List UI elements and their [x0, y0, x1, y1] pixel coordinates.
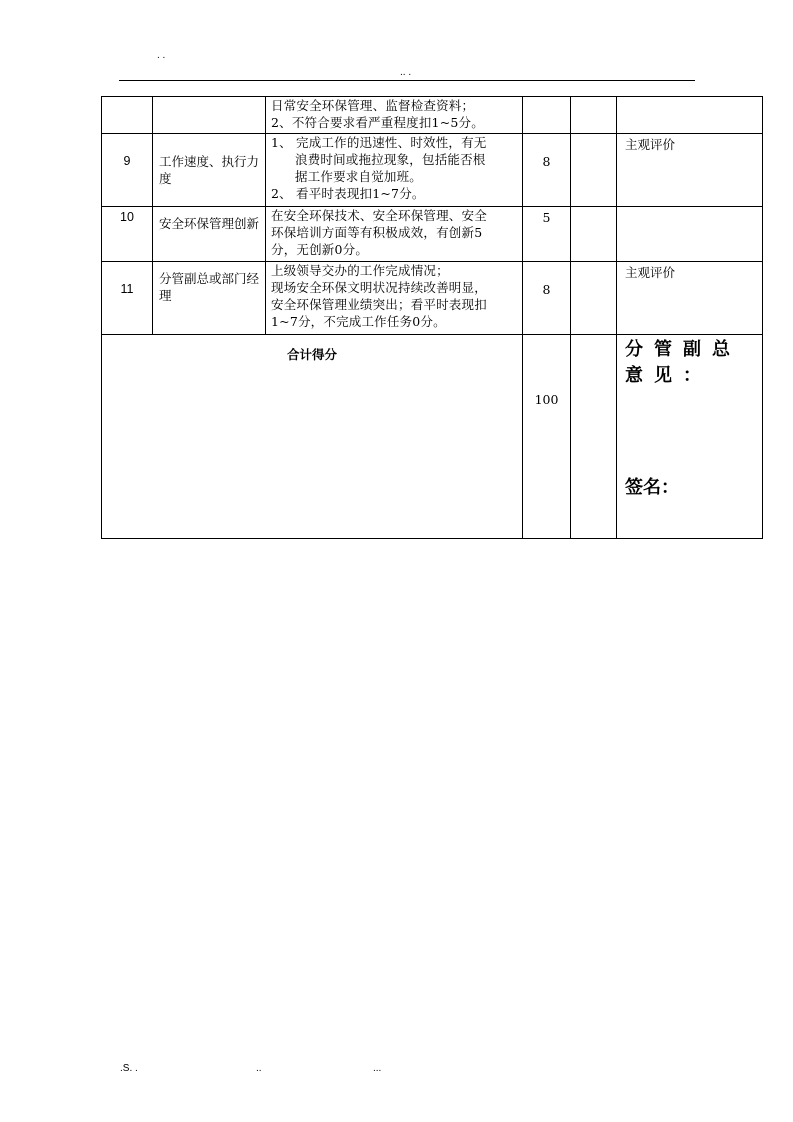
footer-right-mark: ... [373, 1063, 382, 1074]
table-row [102, 134, 763, 207]
remark-cell: 主观评价 [617, 262, 763, 335]
score-cell: 8 [523, 262, 571, 335]
score-cell: 8 [523, 134, 571, 207]
assessment-item-cell [153, 97, 266, 134]
evaluation-table [101, 96, 763, 539]
criteria-line: 1~7分，不完成工作任务0分。 [271, 314, 446, 329]
total-label-cell [102, 335, 523, 539]
total-label: 合计得分 [286, 348, 337, 362]
total-score-cell: 100 [523, 335, 571, 539]
criteria-line: 日常安全环保管理、监督检查资料； [271, 98, 475, 113]
table-row [102, 207, 763, 262]
criteria-line: 2、 看平时表现扣1~7分。 [271, 186, 425, 201]
actual-score-cell [571, 134, 617, 207]
score-cell: 5 [523, 207, 571, 262]
criteria-line: 环保培训方面等有积极成效，有创新5 [271, 225, 483, 240]
table-row [102, 97, 763, 134]
remark-cell [617, 97, 763, 134]
header-rule [119, 80, 695, 81]
row-number-cell [102, 97, 153, 134]
remark-cell [617, 207, 763, 262]
actual-score-cell [571, 207, 617, 262]
criteria-line: 安全环保管理业绩突出；看平时表现扣 [271, 297, 487, 312]
assessment-item-cell: 安全环保管理创新 [153, 207, 266, 262]
footer-left-mark: .S. . [120, 1063, 138, 1074]
criteria-line: 1、 完成工作的迅速性、时效性，有无 [271, 135, 487, 150]
criteria-line: 分，无创新0分。 [271, 242, 369, 257]
actual-score-cell [571, 97, 617, 134]
assessment-item-cell: 分管副总或部门经理 [153, 262, 266, 335]
criteria-cell [266, 134, 523, 207]
criteria-line: 浪费时间或拖拉现象，包括能否根 [295, 152, 486, 167]
signature-label: 签名： [625, 477, 679, 498]
criteria-cell [266, 262, 523, 335]
criteria-cell [266, 207, 523, 262]
remark-cell: 主观评价 [617, 134, 763, 207]
criteria-line: 在安全环保技术、安全环保管理、安全 [271, 208, 487, 223]
criteria-line: 现场安全环保文明状况持续改善明显， [271, 280, 487, 295]
row-number-cell: 10 [102, 207, 153, 262]
score-cell [523, 97, 571, 134]
criteria-line: 上级领导交办的工作完成情况； [271, 263, 449, 278]
criteria-cell [266, 97, 523, 134]
opinion-cell [617, 335, 763, 539]
footer-middle-mark: .. [256, 1063, 262, 1074]
criteria-line: 据工作要求自觉加班。 [295, 169, 423, 184]
actual-score-cell [571, 262, 617, 335]
total-actual-cell [571, 335, 617, 539]
header-center-mark: .. . [400, 67, 412, 78]
total-row [102, 335, 763, 539]
table-row [102, 262, 763, 335]
row-number-cell: 9 [102, 134, 153, 207]
criteria-line: 2、不符合要求看严重程度扣1~5分。 [271, 115, 484, 130]
row-number-cell: 11 [102, 262, 153, 335]
assessment-item-cell: 工作速度、执行力度 [153, 134, 266, 207]
opinion-title: 分管副总意见： [625, 339, 741, 386]
header-left-mark: . . [157, 50, 166, 61]
